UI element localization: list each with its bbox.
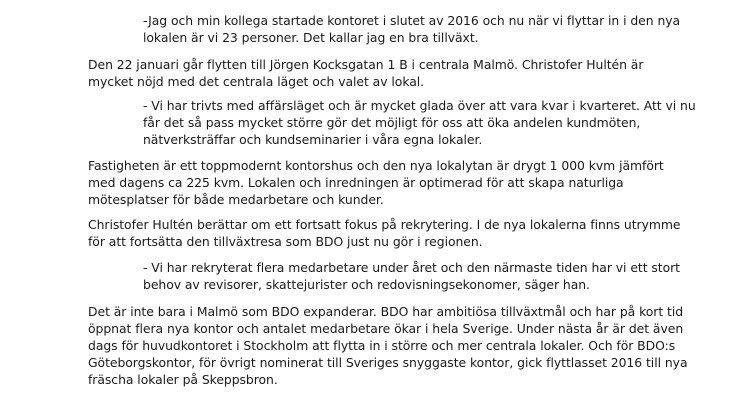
quote-paragraph-hiring: - Vi har rekryterat flera medarbetare under året och den närmaste tiden har vi ett stort behov av revisorer, skattejurister och redovisningsekonomer, säger han. — [143, 260, 680, 292]
body-paragraph-move-date: Den 22 januari går flytten till Jörgen Kocksgatan 1 B i centrala Malmö. Christofer Hultén är mycket nöjd med det centrala läget och valet av lokal. — [88, 57, 644, 89]
body-paragraph-expansion: Det är inte bara i Malmö som BDO expanderar. BDO har ambitiösa tillväxtmål och har på kort tid öppnat flera nya kontor och antalet medarbetare ökar i hela Sverige. Under nästa år är det även dags för huvudkontoret i Stockholm att flytta in i större och mer centrala lokaler. Och för BDO:s Göteborgskontor, för övrigt nominerat till Sveriges snyggaste kontor, gick flyttlasset 2016 till nya fräscha lokaler på Skeppsbron. — [88, 304, 688, 387]
body-paragraph-building: Fastigheten är ett toppmodernt kontorshus och den nya lokalytan är drygt 1 000 kvm jämfört med dagens ca 225 kvm. Lokalen och inredningen är optimerad för att skapa naturliga mötesplatser för både medarbetare och kunder. — [88, 158, 664, 207]
body-paragraph-recruitment: Christofer Hultén berättar om ett fortsatt fokus på rekrytering. I de nya lokalerna finns utrymme för att fortsätta den tillväxtresa som BDO just nu gör i regionen. — [88, 217, 681, 249]
quote-paragraph-office-growth: -Jag och min kollega startade kontoret i slutet av 2016 och nu när vi flyttar in i den nya lokalen är vi 23 personer. Det kallar jag en bra tillväxt. — [143, 13, 681, 45]
quote-paragraph-location: - Vi har trivts med affärsläget och är mycket glada över att vara kvar i kvarteret. Att vi nu får det så pass mycket större gör det möjligt för oss att öka andelen kundmöten, nätverksträffar och kundseminarier i våra egna lokaler. — [143, 98, 696, 147]
